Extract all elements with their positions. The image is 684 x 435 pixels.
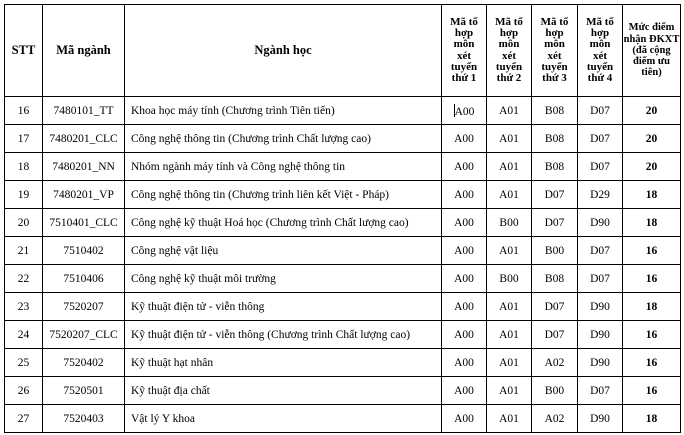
cell-to-hop-1: A00 (442, 209, 487, 237)
cell-to-hop-3: B00 (532, 237, 578, 265)
cell-to-hop-3: A02 (532, 349, 578, 377)
header-line: tuyển (586, 60, 614, 73)
cell-stt: 17 (5, 125, 43, 153)
cell-to-hop-1: A00 (442, 153, 487, 181)
header-line: thứ 3 (542, 72, 567, 85)
cell-muc-diem: 20 (623, 153, 681, 181)
table-row (5, 237, 681, 265)
cell-to-hop-1: A00 (442, 349, 487, 377)
cell-stt: 21 (5, 237, 43, 265)
cell-ma-nganh: 7480201_VP (43, 181, 125, 209)
cell-to-hop-4: D90 (578, 405, 623, 433)
cell-to-hop-3: B08 (532, 265, 578, 293)
cell-stt: 26 (5, 377, 43, 405)
cell-ma-nganh: 7480101_TT (43, 97, 125, 125)
cell-muc-diem: 18 (623, 209, 681, 237)
cell-to-hop-4: D29 (578, 181, 623, 209)
table-row (5, 125, 681, 153)
cell-to-hop-3: B08 (532, 97, 578, 125)
cell-to-hop-1: A00 (442, 125, 487, 153)
header-line: nhận ĐKXT (623, 33, 680, 45)
table-row (5, 377, 681, 405)
header-line: tiên) (641, 67, 662, 79)
cell-to-hop-2: A01 (487, 237, 532, 265)
cell-stt: 19 (5, 181, 43, 209)
cell-ma-nganh: 7520402 (43, 349, 125, 377)
cell-muc-diem: 20 (623, 97, 681, 125)
cell-to-hop-2: A01 (487, 377, 532, 405)
table-row (5, 293, 681, 321)
header-line: môn (498, 38, 520, 51)
cell-to-hop-4: D07 (578, 153, 623, 181)
header-line: thứ 2 (496, 72, 522, 85)
cell-stt: 27 (5, 405, 43, 433)
cell-to-hop-4: D90 (578, 321, 623, 349)
cell-to-hop-4: D07 (578, 237, 623, 265)
cell-stt: 25 (5, 349, 43, 377)
cell-to-hop-3: D07 (532, 209, 578, 237)
header-ma-nganh: Mã ngành (43, 5, 125, 97)
cell-to-hop-1: A00 (442, 377, 487, 405)
cell-nganh-hoc: Kỹ thuật địa chất (125, 377, 442, 405)
cell-nganh-hoc: Công nghệ kỹ thuật môi trường (125, 265, 442, 293)
header-line: Mã tổ (450, 15, 478, 28)
table-row (5, 97, 681, 125)
cell-to-hop-1 (442, 97, 487, 125)
cell-nganh-hoc: Công nghệ kỹ thuật Hoá học (Chương trình Chất lượng cao) (125, 209, 442, 237)
cell-muc-diem: 20 (623, 125, 681, 153)
cell-nganh-hoc: Khoa học máy tính (Chương trình Tiên tiến) (125, 97, 442, 125)
cell-to-hop-2: A01 (487, 97, 532, 125)
table-row (5, 265, 681, 293)
cell-nganh-hoc: Nhóm ngành máy tính và Công nghệ thông tin (125, 153, 442, 181)
cell-muc-diem: 16 (623, 265, 681, 293)
header-line: xét (547, 49, 562, 62)
cell-nganh-hoc: Kỹ thuật điện tử - viễn thông (125, 293, 442, 321)
table-row (5, 153, 681, 181)
cell-to-hop-3: B00 (532, 377, 578, 405)
cell-muc-diem: 16 (623, 377, 681, 405)
header-line: Mã tổ (495, 15, 523, 28)
table-header-row (5, 5, 681, 97)
cell-nganh-hoc: Vật lý Y khoa (125, 405, 442, 433)
header-line: (đã cộng (632, 44, 671, 56)
header-to-hop-2 (487, 5, 532, 97)
cell-muc-diem: 16 (623, 237, 681, 265)
header-muc-diem (623, 5, 681, 97)
header-line: tuyển (450, 60, 478, 73)
cell-stt: 24 (5, 321, 43, 349)
table-row (5, 181, 681, 209)
table-row (5, 209, 681, 237)
cell-stt: 16 (5, 97, 43, 125)
cell-to-hop-3: A02 (532, 405, 578, 433)
header-line: xét (501, 49, 517, 62)
cell-ma-nganh: 7480201_NN (43, 153, 125, 181)
cell-to-hop-2: A01 (487, 125, 532, 153)
cell-muc-diem: 18 (623, 405, 681, 433)
cell-to-hop-3: D07 (532, 293, 578, 321)
cell-to-hop-1: A00 (442, 181, 487, 209)
cell-nganh-hoc: Công nghệ vật liệu (125, 237, 442, 265)
cell-to-hop-4: D07 (578, 125, 623, 153)
header-line: Mã tổ (586, 15, 614, 28)
cell-nganh-hoc: Công nghệ thông tin (Chương trình liên kết Việt - Pháp) (125, 181, 442, 209)
cell-to-hop-1: A00 (442, 405, 487, 433)
header-line: tuyển (541, 60, 568, 73)
header-line: xét (592, 49, 608, 62)
cell-ma-nganh: 7520207 (43, 293, 125, 321)
cell-muc-diem: 18 (623, 293, 681, 321)
cell-muc-diem: 16 (623, 349, 681, 377)
cell-to-hop-4: D07 (578, 97, 623, 125)
cell-to-hop-1: A00 (442, 265, 487, 293)
cell-ma-nganh: 7510402 (43, 237, 125, 265)
cell-muc-diem: 18 (623, 181, 681, 209)
header-stt: STT (5, 5, 43, 97)
cell-ma-nganh: 7520207_CLC (43, 321, 125, 349)
header-to-hop-3 (532, 5, 578, 97)
header-line: Mã tổ (540, 15, 569, 28)
header-line: tuyển (495, 60, 523, 73)
cell-stt: 22 (5, 265, 43, 293)
cell-to-hop-2: B00 (487, 209, 532, 237)
cell-to-hop-3: B08 (532, 125, 578, 153)
header-nganh-hoc: Ngành học (125, 5, 442, 97)
cell-ma-nganh: 7520403 (43, 405, 125, 433)
cell-text: A00 (454, 105, 475, 118)
cell-to-hop-2: A01 (487, 405, 532, 433)
cell-to-hop-2: A01 (487, 321, 532, 349)
cell-stt: 20 (5, 209, 43, 237)
cell-to-hop-4: D90 (578, 209, 623, 237)
cell-to-hop-3: B08 (532, 153, 578, 181)
admission-score-table (4, 4, 681, 433)
cell-to-hop-2: A01 (487, 153, 532, 181)
header-line: thứ 4 (587, 72, 613, 85)
header-line: hợp (545, 26, 564, 39)
header-line: điểm ưu (633, 56, 670, 68)
cell-to-hop-4: D07 (578, 377, 623, 405)
header-line: Mức điểm (628, 22, 675, 34)
cell-ma-nganh: 7510406 (43, 265, 125, 293)
table-row (5, 405, 681, 433)
header-line: hợp (454, 26, 474, 39)
cell-stt: 18 (5, 153, 43, 181)
header-to-hop-4 (578, 5, 623, 97)
cell-to-hop-1: A00 (442, 321, 487, 349)
cell-to-hop-3: D07 (532, 181, 578, 209)
header-line: môn (453, 38, 475, 51)
header-line: xét (456, 49, 472, 62)
cell-to-hop-2: A01 (487, 349, 532, 377)
table-body (5, 97, 681, 433)
header-line: thứ 1 (451, 72, 477, 85)
table-row (5, 349, 681, 377)
admission-table-container (4, 4, 681, 433)
cell-stt: 23 (5, 293, 43, 321)
cell-ma-nganh: 7480201_CLC (43, 125, 125, 153)
cell-muc-diem: 16 (623, 321, 681, 349)
header-line: môn (589, 38, 611, 51)
cell-to-hop-4: D90 (578, 349, 623, 377)
cell-ma-nganh: 7520501 (43, 377, 125, 405)
cell-to-hop-4: D90 (578, 293, 623, 321)
cell-to-hop-3: D07 (532, 321, 578, 349)
cell-to-hop-1: A00 (442, 293, 487, 321)
table-row (5, 321, 681, 349)
cell-nganh-hoc: Kỹ thuật hạt nhân (125, 349, 442, 377)
header-line: môn (544, 38, 565, 51)
header-to-hop-1 (442, 5, 487, 97)
cell-ma-nganh: 7510401_CLC (43, 209, 125, 237)
cell-to-hop-2: B00 (487, 265, 532, 293)
cell-to-hop-4: D07 (578, 265, 623, 293)
cell-nganh-hoc: Kỹ thuật điện tử - viễn thông (Chương trình Chất lượng cao) (125, 321, 442, 349)
cell-to-hop-2: A01 (487, 293, 532, 321)
header-line: hợp (590, 26, 610, 39)
cell-nganh-hoc: Công nghệ thông tin (Chương trình Chất lượng cao) (125, 125, 442, 153)
cell-to-hop-2: A01 (487, 181, 532, 209)
header-line: hợp (499, 26, 519, 39)
cell-to-hop-1: A00 (442, 237, 487, 265)
